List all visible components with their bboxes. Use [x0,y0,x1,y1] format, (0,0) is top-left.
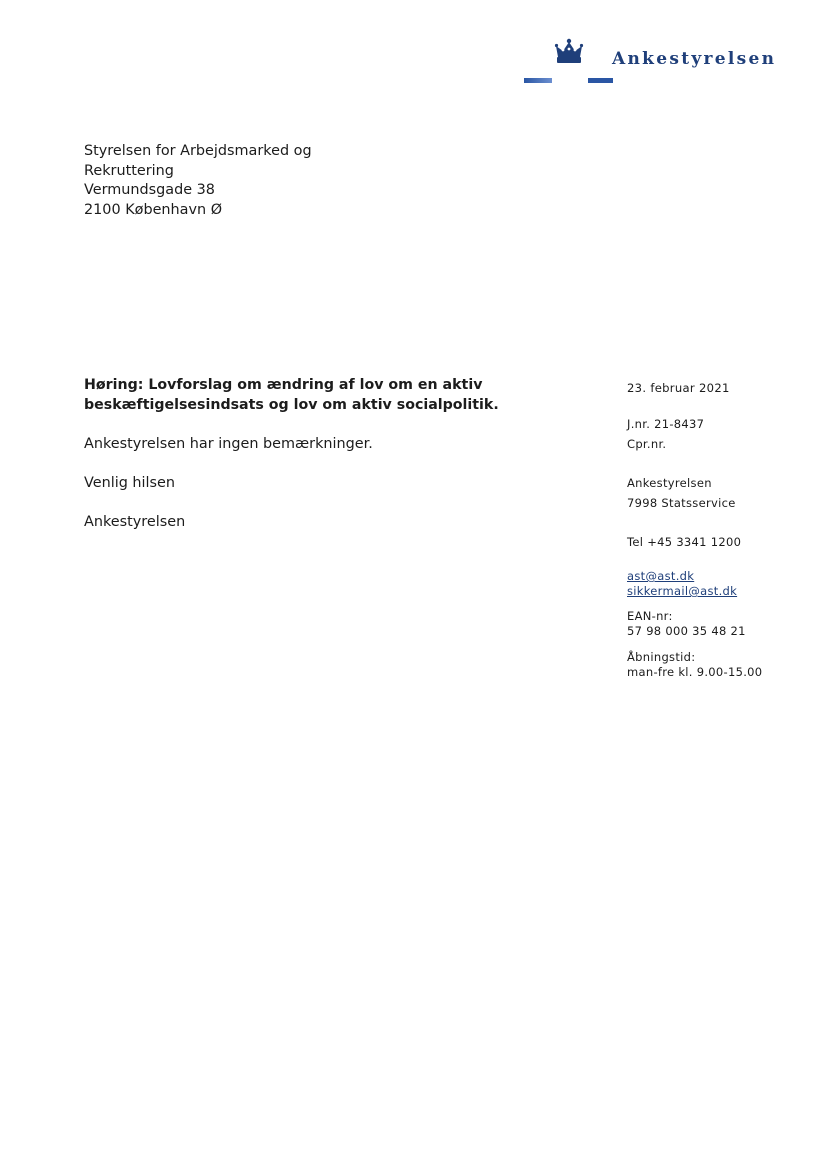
ean-label: EAN-nr: [627,609,673,623]
letter-date: 23. februar 2021 [627,381,730,395]
logo-bar-left [524,78,552,83]
letter-body: Ankestyrelsen har ingen bemærkninger. [84,436,373,452]
recipient-line: Vermundsgade 38 [84,182,215,198]
agency-logo [520,38,810,88]
agency-wordmark: Ankestyrelsen [612,49,777,69]
journal-number: J.nr. 21-8437 [627,417,705,431]
crown-icon [554,38,584,66]
secure-email-link[interactable]: sikkermail@ast.dk [627,584,738,598]
recipient-line: Styrelsen for Arbejdsmarked og [84,143,312,159]
recipient-address [84,142,312,220]
ean-block [627,609,746,638]
recipient-line: Rekruttering [84,162,174,179]
letter-signature: Ankestyrelsen [84,514,186,530]
subject-line-2: beskæftigelsesindsats og lov om aktiv socialpolitik. [84,396,499,413]
opening-hours-value: man-fre kl. 9.00-15.00 [627,664,763,679]
opening-hours-block [627,650,762,679]
letter-closing: Venlig hilsen [84,475,175,491]
cpr-number: Cpr.nr. [627,437,667,451]
opening-hours-label: Åbningstid: [627,650,696,664]
letter-subject [84,376,544,415]
subject-line-1: Høring: Lovforslag om ændring af lov om en aktiv [84,377,483,393]
email-link[interactable]: ast@ast.dk [627,569,695,583]
sender-address: 7998 Statsservice [627,496,736,510]
logo-bar-right [588,78,613,83]
recipient-line: 2100 København Ø [84,201,223,218]
sender-org: Ankestyrelsen [627,476,712,490]
ean-value: 57 98 000 35 48 21 [627,623,746,638]
sender-phone: Tel +45 3341 1200 [627,535,742,549]
